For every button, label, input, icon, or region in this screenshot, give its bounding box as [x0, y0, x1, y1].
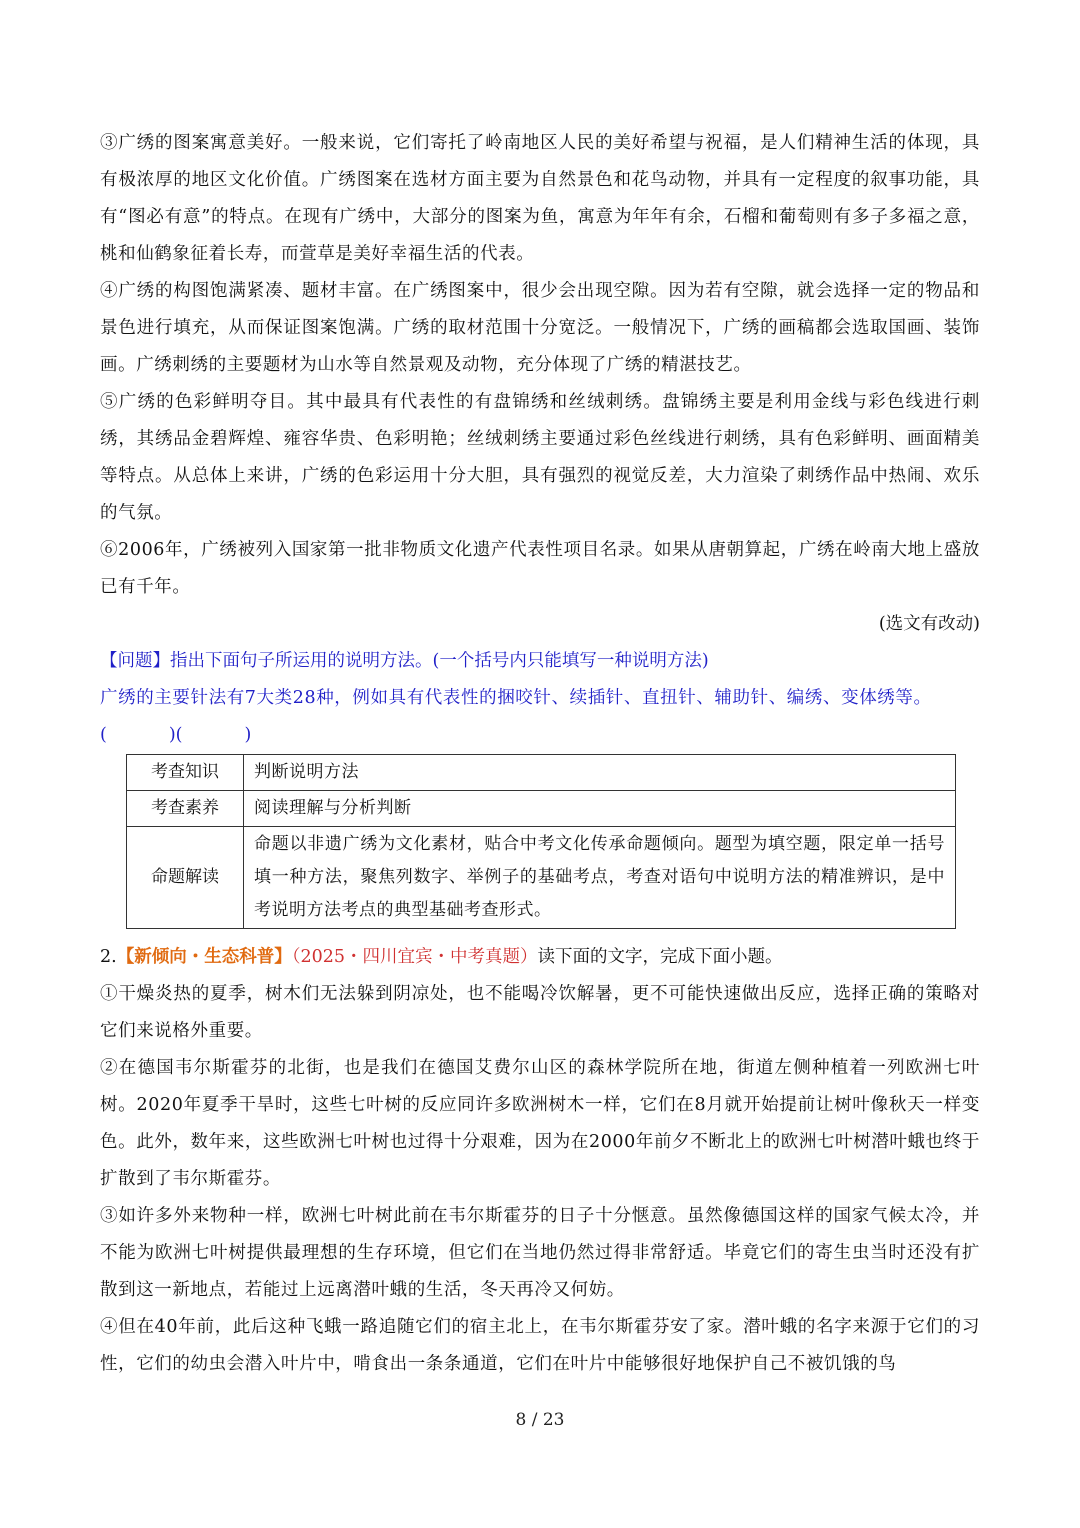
blank-open: ( — [100, 725, 107, 745]
question2-header — [100, 939, 980, 976]
question-prompt-text: 指出下面句子所运用的说明方法。(一个括号内只能填写一种说明方法) — [170, 651, 709, 671]
content-area — [100, 125, 980, 1383]
question2-number: 2. — [100, 947, 117, 967]
passage2-paragraph-3: ③如许多外来物种一样，欧洲七叶树此前在韦尔斯霍芬的日子十分惬意。虽然像德国这样的国家气候太冷，并不能为欧洲七叶树提供最理想的生存环境，但它们在当地仍然过得非常舒适。毕竟它们的寄生虫当时还没有扩散到这一新地点，若能过上远离潜叶蛾的生活，冬天再冷又何妨。 — [100, 1206, 980, 1300]
table-value-cell: 阅读理解与分析判断 — [244, 791, 956, 827]
source-note: (选文有改动) — [878, 614, 980, 634]
question-sentence: 广绣的主要针法有7大类28种，例如具有代表性的捆咬针、续插针、直扭针、辅助针、编绣、变体绣等。 — [100, 688, 932, 708]
question2-instruction: 读下面的文字，完成下面小题。 — [537, 947, 783, 967]
question-prompt — [100, 643, 980, 680]
table-value-cell: 命题以非遗广绣为文化素材，贴合中考文化传承命题倾向。题型为填空题，限定单一括号填一种方法，聚焦列数字、举例子的基础考点，考查对语句中说明方法的精准辨识，是中考说明方法考点的典型基础考查形式。 — [244, 827, 956, 929]
question-label: 【问题】 — [100, 651, 170, 671]
table-key-cell: 考查知识 — [127, 755, 244, 791]
passage1-paragraph-5: ⑤广绣的色彩鲜明夺目。其中最具有代表性的有盘锦绣和丝绒刺绣。盘锦绣主要是利用金线与彩色线进行刺绣，其绣品金碧辉煌、雍容华贵、色彩明艳；丝绒刺绣主要通过彩色丝线进行刺绣，具有色彩鲜明、画面精美等特点。从总体上来讲，广绣的色彩运用十分大胆，具有强烈的视觉反差，大力渲染了刺绣作品中热闹、欢乐的气氛。 — [100, 392, 980, 523]
blank-close: ) — [244, 725, 252, 745]
table-key-cell: 考查素养 — [127, 791, 244, 827]
table-row — [127, 791, 956, 827]
answer-blanks — [100, 717, 980, 754]
question2-source: （2025・四川宜宾・中考真题） — [291, 947, 538, 967]
passage2-paragraph-1: ①干燥炎热的夏季，树木们无法躲到阴凉处，也不能喝冷饮解暑，更不可能快速做出反应，选择正确的策略对它们来说格外重要。 — [100, 984, 980, 1041]
passage2-paragraph-2: ②在德国韦尔斯霍芬的北街，也是我们在德国艾费尔山区的森林学院所在地，街道左侧种植着一列欧洲七叶树。2020年夏季干旱时，这些七叶树的反应同许多欧洲树木一样，它们在8月就开始提前让树叶像秋天一样变色。此外，数年来，这些欧洲七叶树也过得十分艰难，因为在2000年前夕不断北上的欧洲七叶树潜叶蛾也终于扩散到了韦尔斯霍芬。 — [100, 1058, 980, 1189]
table-row — [127, 755, 956, 791]
question2-tag: 【新倾向・生态科普】 — [116, 947, 292, 967]
info-table — [126, 754, 956, 929]
table-key-cell: 命题解读 — [127, 827, 244, 929]
table-value-cell: 判断说明方法 — [244, 755, 956, 791]
blank-mid: )( — [168, 725, 183, 745]
passage1-paragraph-6: ⑥2006年，广绣被列入国家第一批非物质文化遗产代表性项目名录。如果从唐朝算起，广绣在岭南大地上盛放已有千年。 — [100, 540, 980, 597]
page-number: 8 / 23 — [515, 1410, 565, 1430]
table-row — [127, 827, 956, 929]
passage1-paragraph-3: ③广绣的图案寓意美好。一般来说，它们寄托了岭南地区人民的美好希望与祝福，是人们精神生活的体现，具有极浓厚的地区文化价值。广绣图案在选材方面主要为自然景色和花鸟动物，并具有一定程度的叙事功能，具有“图必有意”的特点。在现有广绣中，大部分的图案为鱼，寓意为年年有余，石榴和葡萄则有多子多福之意，桃和仙鹤象征着长寿，而萱草是美好幸福生活的代表。 — [100, 133, 980, 264]
passage2-paragraph-4: ④但在40年前，此后这种飞蛾一路追随它们的宿主北上，在韦尔斯霍芬安了家。潜叶蛾的名字来源于它们的习性，它们的幼虫会潜入叶片中，啃食出一条条通道，它们在叶片中能够很好地保护自己不被饥饿的鸟 — [100, 1317, 980, 1374]
passage1-paragraph-4: ④广绣的构图饱满紧凑、题材丰富。在广绣图案中，很少会出现空隙。因为若有空隙，就会选择一定的物品和景色进行填充，从而保证图案饱满。广绣的取材范围十分宽泛。一般情况下，广绣的画稿都会选取国画、装饰画。广绣刺绣的主要题材为山水等自然景观及动物，充分体现了广绣的精湛技艺。 — [100, 281, 980, 375]
